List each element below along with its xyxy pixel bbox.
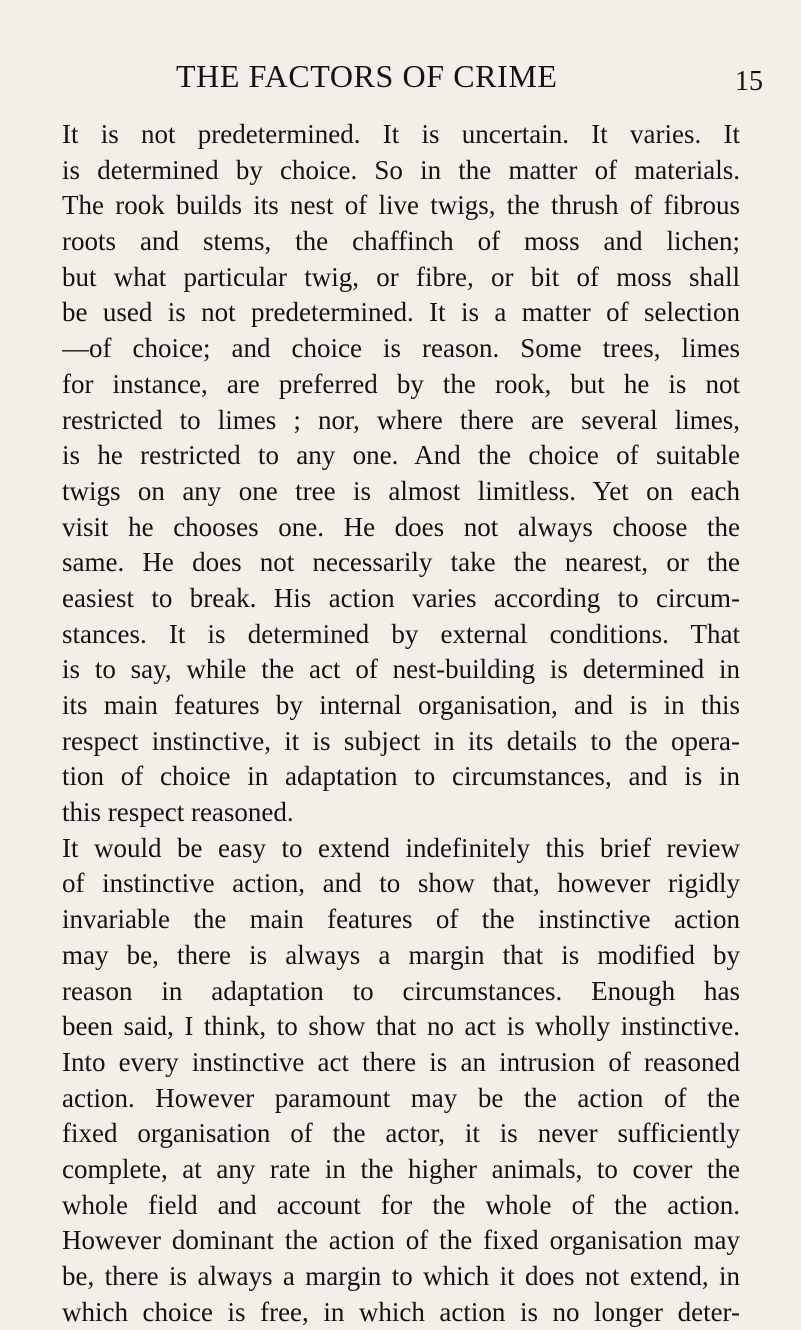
text-line: invariable the main features of the instinctive action — [62, 904, 740, 935]
text-line: is he restricted to any one. And the choice of suitable — [62, 440, 740, 471]
text-line: twigs on any one tree is almost limitless. Yet on each — [62, 475, 740, 506]
text-line: is to say, while the act of nest-building is determined in — [62, 654, 740, 685]
running-title: THE FACTORS OF CRIME — [176, 58, 558, 94]
text-line: However dominant the action of the fixed organisation may — [62, 1225, 740, 1256]
text-line: restricted to limes ; nor, where there are several limes, — [62, 404, 740, 435]
text-line: tion of choice in adaptation to circumstances, and is in — [62, 761, 740, 792]
text-line: but what particular twig, or fibre, or bit of moss shall — [62, 261, 740, 292]
text-line: roots and stems, the chaffinch of moss and lichen; — [62, 226, 740, 257]
page-number: 15 — [735, 66, 763, 97]
text-line: visit he chooses one. He does not always choose the — [62, 511, 740, 542]
text-line: be, there is always a margin to which it does not extend, in — [62, 1261, 740, 1291]
text-line: The rook builds its nest of live twigs, the thrush of fibrous — [62, 190, 740, 221]
text-line: its main features by internal organisation, and is in this — [62, 690, 740, 720]
text-line: same. He does not necessarily take the nearest, or the — [62, 547, 740, 578]
text-line: respect instinctive, it is subject in its details to the opera- — [62, 725, 740, 756]
text-line: Into every instinctive act there is an intrusion of reasoned — [62, 1046, 740, 1077]
text-line: It is not predetermined. It is uncertain. It varies. It — [62, 119, 740, 149]
text-line: —of choice; and choice is reason. Some trees, limes — [62, 333, 740, 364]
text-line: stances. It is determined by external conditions. That — [62, 618, 740, 649]
text-line: action. However paramount may be the action of the — [62, 1082, 740, 1113]
text-line: be used is not predetermined. It is a matter of selection — [62, 297, 740, 328]
text-line: been said, I think, to show that no act is wholly instinctive. — [62, 1011, 740, 1042]
text-line: of instinctive action, and to show that, however rigidly — [62, 868, 740, 899]
text-line: It would be easy to extend indefinitely this brief review — [62, 832, 740, 863]
text-line: is determined by choice. So in the matter of materials. — [62, 154, 740, 185]
text-line: reason in adaptation to circumstances. Enough has — [62, 975, 740, 1006]
text-line: whole field and account for the whole of the action. — [62, 1189, 740, 1220]
text-line: this respect reasoned. — [62, 797, 294, 828]
text-line: for instance, are preferred by the rook, but he is not — [62, 368, 740, 399]
text-line: easiest to break. His action varies according to circum- — [62, 582, 740, 613]
text-line: fixed organisation of the actor, it is never sufficiently — [62, 1118, 740, 1149]
text-line: may be, there is always a margin that is modified by — [62, 939, 740, 970]
text-line: complete, at any rate in the higher animals, to cover the — [62, 1153, 740, 1184]
body-text — [62, 117, 740, 1330]
text-line: which choice is free, in which action is no longer deter- — [62, 1296, 740, 1327]
